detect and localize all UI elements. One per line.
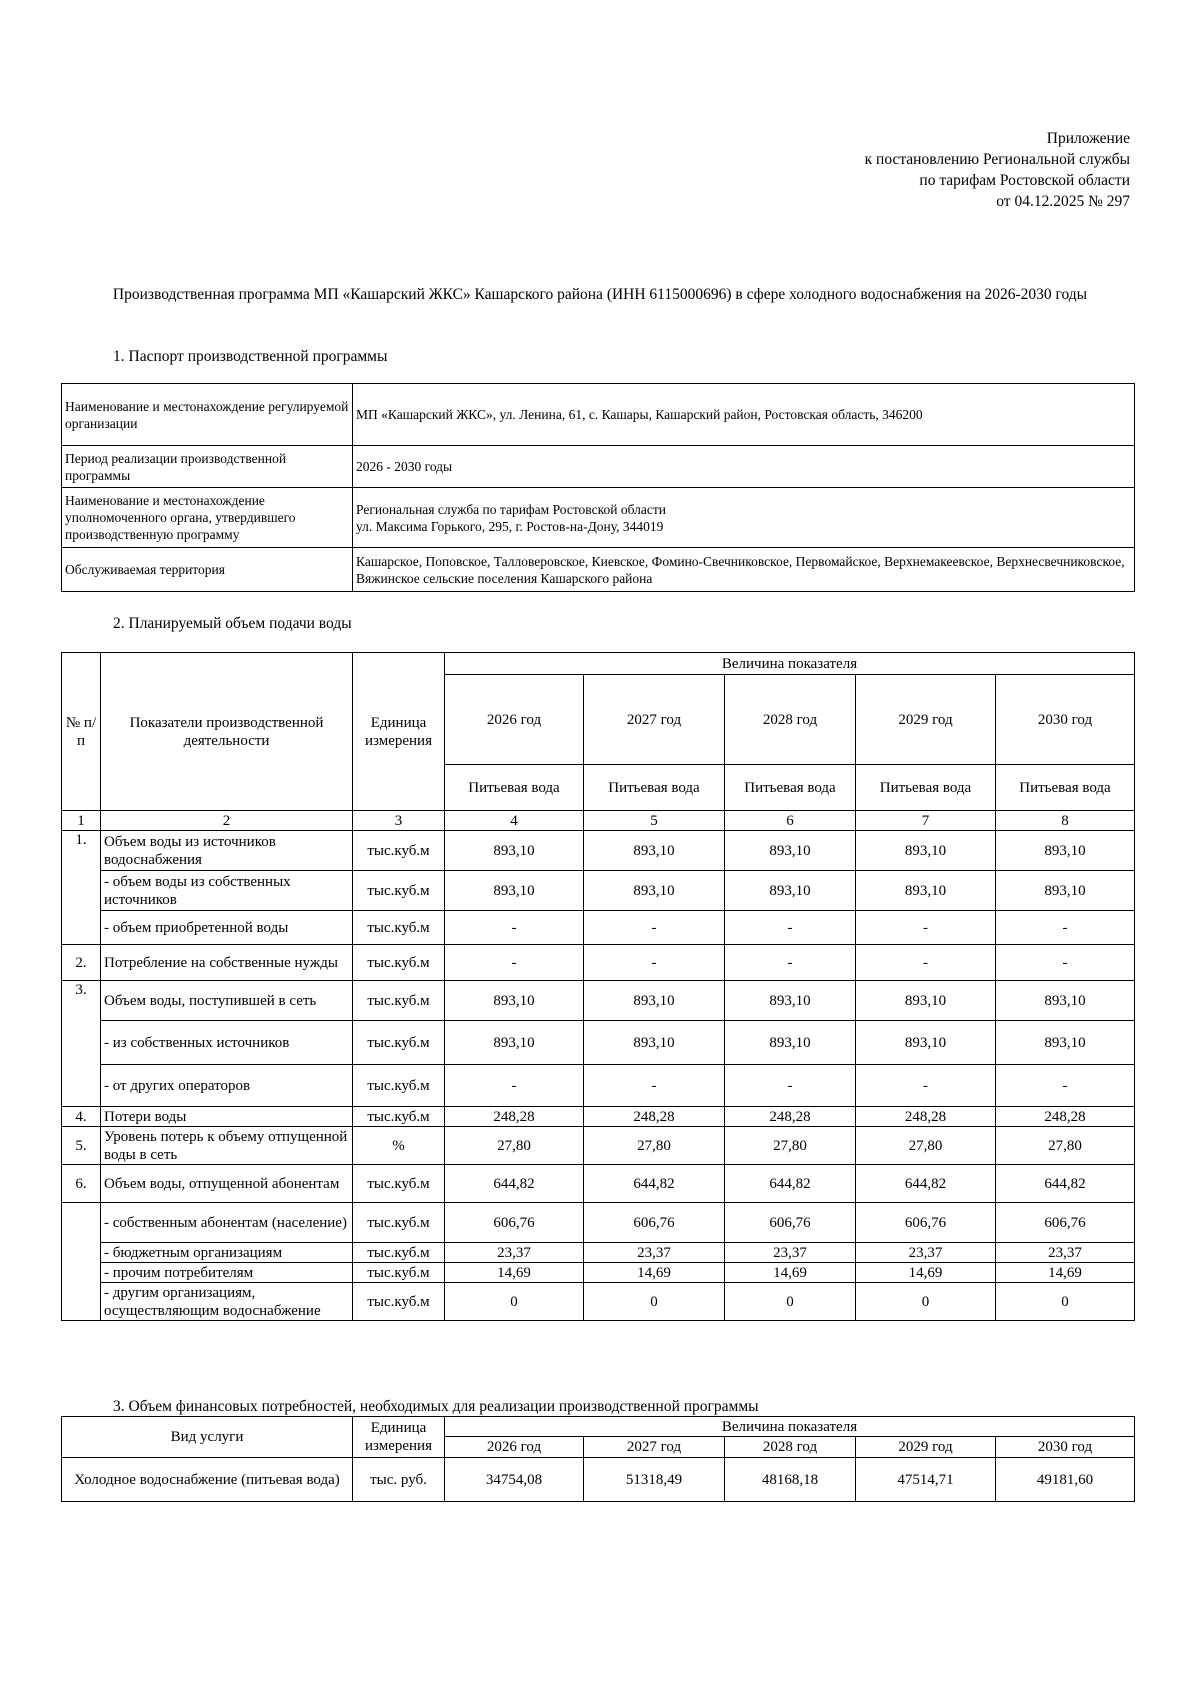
unit-cell: тыс.куб.м: [353, 1165, 445, 1203]
document-title: Производственная программа МП «Кашарский ЖКС» Кашарского района (ИНН 6115000696) в сфере холодного водоснабжения на 2026-2030 годы: [112, 286, 1088, 303]
value-cell: 248,28: [996, 1107, 1135, 1127]
header-year: 2028 год: [725, 675, 856, 765]
value-cell: 14,69: [856, 1263, 996, 1283]
value-cell: 47514,71: [856, 1458, 996, 1502]
authority-address: ул. Максима Горького, 295, г. Ростов-на-Дону, 344019: [356, 518, 664, 534]
value-cell: 27,80: [584, 1127, 725, 1165]
column-numbers-row: [62, 811, 1135, 831]
value-cell: -: [445, 945, 584, 981]
header-num: № п/п: [62, 653, 101, 811]
value-cell: 27,80: [856, 1127, 996, 1165]
value-cell: 893,10: [445, 1021, 584, 1065]
header-unit: Единица измерения: [353, 653, 445, 811]
header-year: 2030 год: [996, 675, 1135, 765]
value-cell: 248,28: [856, 1107, 996, 1127]
value-cell: -: [445, 911, 584, 945]
header-year: 2028 год: [725, 1437, 856, 1458]
financial-table: [61, 1416, 1135, 1502]
value-cell: 893,10: [445, 831, 584, 871]
appendix-line-3: по тарифам Ростовской области: [919, 172, 1130, 189]
value-cell: 644,82: [856, 1165, 996, 1203]
indicator-name: Потери воды: [101, 1107, 353, 1127]
passport-row: [62, 384, 1135, 446]
table-row: [62, 1243, 1135, 1263]
value-cell: -: [725, 911, 856, 945]
value-cell: 23,37: [725, 1243, 856, 1263]
value-cell: -: [725, 945, 856, 981]
table-row: [62, 1065, 1135, 1107]
table-row: [62, 1107, 1135, 1127]
value-cell: -: [996, 1065, 1135, 1107]
appendix-line-4: от 04.12.2025 № 297: [996, 193, 1130, 210]
passport-label: Обслуживаемая территория: [62, 548, 353, 592]
value-cell: 893,10: [445, 871, 584, 911]
col-number: 3: [353, 811, 445, 831]
passport-label: Период реализации производственной программы: [62, 446, 353, 488]
passport-row: [62, 488, 1135, 548]
value-cell: 893,10: [725, 1021, 856, 1065]
value-cell: -: [445, 1065, 584, 1107]
value-cell: 48168,18: [725, 1458, 856, 1502]
header-year: 2029 год: [856, 1437, 996, 1458]
table-row: [62, 1203, 1135, 1243]
passport-table: [61, 383, 1135, 592]
unit-cell: тыс.куб.м: [353, 1021, 445, 1065]
value-cell: 893,10: [445, 981, 584, 1021]
unit-cell: тыс.куб.м: [353, 871, 445, 911]
value-cell: 893,10: [856, 981, 996, 1021]
value-cell: 23,37: [996, 1243, 1135, 1263]
service-name: Холодное водоснабжение (питьевая вода): [62, 1458, 353, 1502]
value-cell: 606,76: [445, 1203, 584, 1243]
passport-value: [353, 488, 1135, 548]
unit-cell: тыс.куб.м: [353, 1107, 445, 1127]
indicator-name: - объем воды из собственных источников: [101, 871, 353, 911]
authority-name: Региональная служба по тарифам Ростовской области: [356, 501, 666, 517]
value-cell: 49181,60: [996, 1458, 1135, 1502]
value-cell: 14,69: [445, 1263, 584, 1283]
header-year: 2026 год: [445, 1437, 584, 1458]
table-row: [62, 1127, 1135, 1165]
indicator-name: - от других операторов: [101, 1065, 353, 1107]
col-number: 7: [856, 811, 996, 831]
value-cell: 606,76: [725, 1203, 856, 1243]
table-row: [62, 1263, 1135, 1283]
appendix-line-1: Приложение: [1046, 130, 1130, 147]
header-year: 2027 год: [584, 1437, 725, 1458]
header-year: 2030 год: [996, 1437, 1135, 1458]
value-cell: 27,80: [445, 1127, 584, 1165]
unit-cell: тыс.куб.м: [353, 1243, 445, 1263]
section-1-heading: 1. Паспорт производственной программы: [113, 348, 388, 365]
value-cell: 0: [856, 1283, 996, 1321]
value-cell: 0: [584, 1283, 725, 1321]
passport-row: [62, 446, 1135, 488]
value-cell: 23,37: [856, 1243, 996, 1263]
value-cell: 0: [725, 1283, 856, 1321]
value-cell: 248,28: [725, 1107, 856, 1127]
value-cell: 893,10: [856, 1021, 996, 1065]
header-year: 2029 год: [856, 675, 996, 765]
value-cell: -: [996, 945, 1135, 981]
value-cell: 248,28: [584, 1107, 725, 1127]
value-cell: 0: [996, 1283, 1135, 1321]
indicator-name: - объем приобретенной воды: [101, 911, 353, 945]
table-row: [62, 911, 1135, 945]
table-row: [62, 1458, 1135, 1502]
header-unit: Единица измерения: [353, 1417, 445, 1458]
header-value-group: Величина показателя: [445, 1417, 1135, 1437]
unit-cell: тыс.куб.м: [353, 911, 445, 945]
appendix-line-2: к постановлению Региональной службы: [864, 151, 1130, 168]
passport-label: Наименование и местонахождение уполномоченного органа, утвердившего производственную программу: [62, 488, 353, 548]
table-row: [62, 1283, 1135, 1321]
passport-value: 2026 - 2030 годы: [353, 446, 1135, 488]
value-cell: -: [856, 945, 996, 981]
indicator-name: Объем воды, отпущенной абонентам: [101, 1165, 353, 1203]
value-cell: 14,69: [584, 1263, 725, 1283]
row-number: [62, 1203, 101, 1321]
passport-row: [62, 548, 1135, 592]
table-row: [62, 831, 1135, 871]
col-number: 2: [101, 811, 353, 831]
unit-cell: тыс. руб.: [353, 1458, 445, 1502]
indicator-name: - бюджетным организациям: [101, 1243, 353, 1263]
header-year: 2027 год: [584, 675, 725, 765]
col-number: 5: [584, 811, 725, 831]
unit-cell: тыс.куб.м: [353, 981, 445, 1021]
header-water-type: Питьевая вода: [856, 765, 996, 811]
water-volume-table: [61, 652, 1135, 1321]
header-value-group: Величина показателя: [445, 653, 1135, 675]
col-number: 4: [445, 811, 584, 831]
value-cell: 893,10: [725, 831, 856, 871]
value-cell: -: [856, 911, 996, 945]
indicator-name: Уровень потерь к объему отпущенной воды в сеть: [101, 1127, 353, 1165]
header-service: Вид услуги: [62, 1417, 353, 1458]
col-number: 1: [62, 811, 101, 831]
indicator-name: - другим организациям, осуществляющим водоснабжение: [101, 1283, 353, 1321]
unit-cell: тыс.куб.м: [353, 945, 445, 981]
value-cell: 893,10: [996, 981, 1135, 1021]
value-cell: -: [584, 1065, 725, 1107]
header-year: 2026 год: [445, 675, 584, 765]
unit-cell: тыс.куб.м: [353, 1065, 445, 1107]
header-water-type: Питьевая вода: [445, 765, 584, 811]
row-number: 2.: [62, 945, 101, 981]
row-number: 1.: [62, 831, 101, 945]
value-cell: 893,10: [725, 981, 856, 1021]
value-cell: 893,10: [725, 871, 856, 911]
value-cell: 606,76: [856, 1203, 996, 1243]
indicator-name: Потребление на собственные нужды: [101, 945, 353, 981]
value-cell: 893,10: [856, 831, 996, 871]
value-cell: 606,76: [584, 1203, 725, 1243]
value-cell: 27,80: [996, 1127, 1135, 1165]
indicator-name: - прочим потребителям: [101, 1263, 353, 1283]
row-number: 6.: [62, 1165, 101, 1203]
value-cell: 23,37: [584, 1243, 725, 1263]
header-water-type: Питьевая вода: [725, 765, 856, 811]
table-row: [62, 1021, 1135, 1065]
value-cell: 27,80: [725, 1127, 856, 1165]
indicator-name: - собственным абонентам (население): [101, 1203, 353, 1243]
col-number: 6: [725, 811, 856, 831]
value-cell: 14,69: [725, 1263, 856, 1283]
table-row: [62, 945, 1135, 981]
header-water-type: Питьевая вода: [996, 765, 1135, 811]
value-cell: 248,28: [445, 1107, 584, 1127]
value-cell: 893,10: [584, 831, 725, 871]
table-row: [62, 871, 1135, 911]
value-cell: 893,10: [584, 871, 725, 911]
section-3-heading: 3. Объем финансовых потребностей, необходимых для реализации производственной программы: [113, 1398, 759, 1415]
value-cell: 893,10: [996, 831, 1135, 871]
unit-cell: тыс.куб.м: [353, 831, 445, 871]
value-cell: -: [856, 1065, 996, 1107]
col-number: 8: [996, 811, 1135, 831]
unit-cell: тыс.куб.м: [353, 1203, 445, 1243]
row-number: 3.: [62, 981, 101, 1107]
row-number: 4.: [62, 1107, 101, 1127]
table-row: [62, 1165, 1135, 1203]
appendix-header: [865, 128, 1130, 212]
section-2-heading: 2. Планируемый объем подачи воды: [113, 615, 352, 632]
unit-cell: тыс.куб.м: [353, 1283, 445, 1321]
value-cell: 0: [445, 1283, 584, 1321]
value-cell: -: [725, 1065, 856, 1107]
value-cell: 23,37: [445, 1243, 584, 1263]
table-row: [62, 981, 1135, 1021]
indicator-name: - из собственных источников: [101, 1021, 353, 1065]
value-cell: 644,82: [584, 1165, 725, 1203]
value-cell: 893,10: [584, 1021, 725, 1065]
value-cell: -: [996, 911, 1135, 945]
unit-cell: %: [353, 1127, 445, 1165]
value-cell: 34754,08: [445, 1458, 584, 1502]
header-indicator: Показатели производственной деятельности: [101, 653, 353, 811]
value-cell: 644,82: [445, 1165, 584, 1203]
indicator-name: Объем воды из источников водоснабжения: [101, 831, 353, 871]
row-number: 5.: [62, 1127, 101, 1165]
indicator-name: Объем воды, поступившей в сеть: [101, 981, 353, 1021]
value-cell: 51318,49: [584, 1458, 725, 1502]
value-cell: -: [584, 945, 725, 981]
value-cell: 14,69: [996, 1263, 1135, 1283]
value-cell: 893,10: [584, 981, 725, 1021]
value-cell: 606,76: [996, 1203, 1135, 1243]
value-cell: 644,82: [725, 1165, 856, 1203]
header-water-type: Питьевая вода: [584, 765, 725, 811]
value-cell: 893,10: [996, 1021, 1135, 1065]
value-cell: 893,10: [996, 871, 1135, 911]
value-cell: 893,10: [856, 871, 996, 911]
passport-value: Кашарское, Поповское, Талловеровское, Киевское, Фомино-Свечниковское, Первомайское, Верхнемакеевское, Верхнесвечниковское, Вяжинское сельские поселения Кашарского района: [353, 548, 1135, 592]
unit-cell: тыс.куб.м: [353, 1263, 445, 1283]
value-cell: 644,82: [996, 1165, 1135, 1203]
value-cell: -: [584, 911, 725, 945]
passport-label: Наименование и местонахождение регулируемой организации: [62, 384, 353, 446]
passport-value: МП «Кашарский ЖКС», ул. Ленина, 61, с. Кашары, Кашарский район, Ростовская область, 346200: [353, 384, 1135, 446]
